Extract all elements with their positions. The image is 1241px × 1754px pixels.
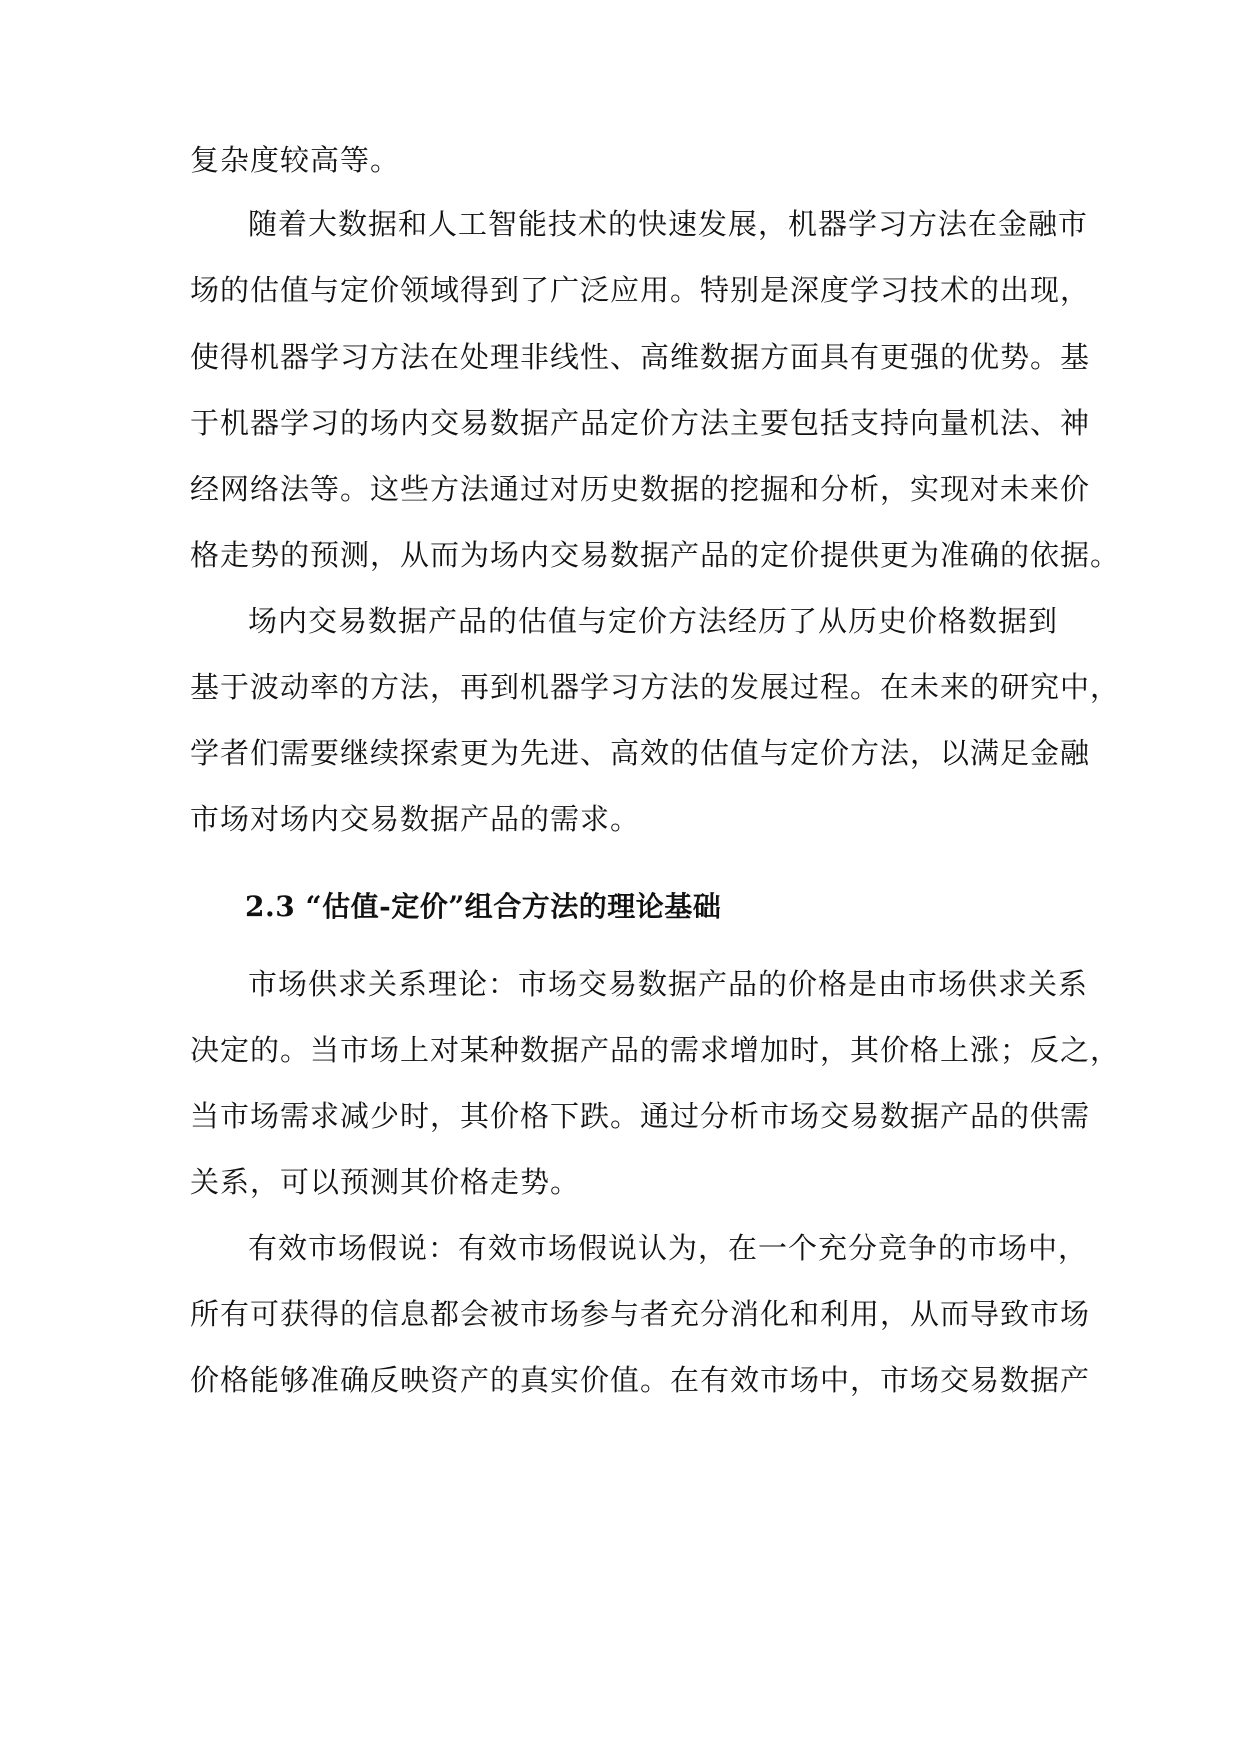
body-text-line: 市场对场内交易数据产品的需求。 <box>190 802 641 836</box>
body-text-line: 复杂度较高等。 <box>190 143 401 177</box>
body-text-line: 格走势的预测，从而为场内交易数据产品的定价提供更为准确的依据。 <box>190 538 1121 572</box>
body-text-line: 于机器学习的场内交易数据产品定价方法主要包括支持向量机法、神 <box>190 406 1091 440</box>
body-text-line: 决定的。当市场上对某种数据产品的需求增加时，其价格上涨；反之， <box>190 1033 1121 1067</box>
section-heading: 2.3 “估值-定价”组合方法的理论基础 <box>245 890 722 923</box>
paragraph-first-line: 有效市场假说：有效市场假说认为，在一个充分竞争的市场中， <box>248 1231 1089 1265</box>
body-text-line: 场的估值与定价领域得到了广泛应用。特别是深度学习技术的出现， <box>190 273 1091 307</box>
body-text-line: 使得机器学习方法在处理非线性、高维数据方面具有更强的优势。基 <box>190 340 1091 374</box>
paragraph-first-line: 随着大数据和人工智能技术的快速发展，机器学习方法在金融市 <box>248 207 1089 241</box>
body-text-line: 价格能够准确反映资产的真实价值。在有效市场中，市场交易数据产 <box>190 1363 1091 1397</box>
paragraph-first-line: 市场供求关系理论：市场交易数据产品的价格是由市场供求关系 <box>248 967 1089 1001</box>
body-text-line: 学者们需要继续探索更为先进、高效的估值与定价方法，以满足金融 <box>190 736 1091 770</box>
body-text-line: 关系，可以预测其价格走势。 <box>190 1165 581 1199</box>
body-text-line: 所有可获得的信息都会被市场参与者充分消化和利用，从而导致市场 <box>190 1297 1091 1331</box>
body-text-line: 经网络法等。这些方法通过对历史数据的挖掘和分析，实现对未来价 <box>190 472 1091 506</box>
body-text-line: 当市场需求减少时，其价格下跌。通过分析市场交易数据产品的供需 <box>190 1099 1091 1133</box>
body-text-line: 基于波动率的方法，再到机器学习方法的发展过程。在未来的研究中， <box>190 670 1121 704</box>
paragraph-first-line: 场内交易数据产品的估值与定价方法经历了从历史价格数据到 <box>248 604 1059 638</box>
